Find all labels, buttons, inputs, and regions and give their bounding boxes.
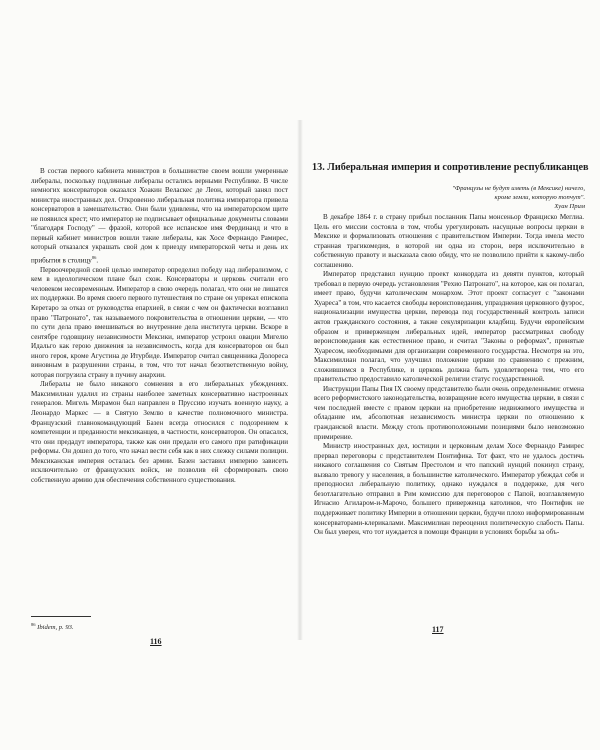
- right-page-number: 117: [432, 625, 444, 634]
- left-paragraph-2: Первоочередной своей целью император определил победу над либерализмом, с кем в идеологическом плане был схож. Консерваторы и церковь считали его человеком несовременным. Император в свою очередь полагал, что они не лишатся их поддержки. Во время своего первого путешествия по стране он упрекал епископа Керетаро за отказ от руководства епархией, в связи с чем он фактически возглавил право "Патронато", так называемого покровительства в отношении церкви, — что по сути дела право вмешиваться во внутренние дела института церкви. Вскоре в сентябре годовщину независимости Мексики, император устроил овации Мигелю Идальго как герою движения за независимость, когда для консерваторов он был иного героя, кроме Агустина де Итурбиде. Император считал священника Долореса виновным в разрушении страны, в том, что тот начал безответственную войну, которая погрузила страну в пучину анархии.: [31, 265, 288, 379]
- footnote: [31, 621, 74, 632]
- left-page: [0, 0, 298, 750]
- left-paragraph-1: В состав первого кабинета министров в большинстве своем вошли умеренные либералы, поскольку подлинные либералы остались верными Республике. В числе немногих консерваторов оказался Хоакин Веласкес де Леон, который занял пост министра иностранных дел. Откровенно либеральная политика императора привела консерваторов в замешательство. Они были удивлены, что на императорском щите не появился крест; что император не подписывает официальные документы словами "благодаря Господу" — фразой, которой все испанское имя Фердинанд и что в первый кабинет министров вошли такие либералы, как Хосе Фернандо Рамирес, который отказался украшать свой дом к приезду императорской четы и день их прибытия в столицу$^{86}$.: [31, 167, 288, 265]
- footnote-mark: 86: [31, 622, 36, 627]
- epigraph-line-2: кроме земли, которую топчут".: [494, 193, 585, 201]
- epigraph-line-1: "Французы не будут иметь (в Мексике) ничего,: [452, 185, 585, 192]
- left-page-number: 116: [150, 637, 162, 646]
- chapter-title: 13. Либеральная империя и сопротивление республиканцев: [312, 162, 589, 173]
- left-paragraph-1-text: В состав первого кабинета министров в большинстве своем вошли умеренные либералы, поскольку подлинные либералы остались верными Республике. В числе немногих консерваторов оказался Хоакин Веласкес де Леон, который занял пост министра иностранных дел. Откровенно либеральная политика императора привела консерваторов в замешательство. Они были удивлены, что на императорском щите не появился крест; что император не подписывает официальные документы словами "благодаря Господу" — фразой, которой все испанское имя Фердинанд и что в первый кабинет министров вошли такие либералы, как Хосе Фернандо Рамирес, который отказался украшать свой дом к приезду императорской четы и день их прибытия в столицу: [31, 167, 288, 265]
- footnote-reference: 86: [91, 254, 97, 260]
- right-paragraph-1: В декабре 1864 г. в страну прибыл посланник Папы монсеньор Франциско Меглиа. Цель его миссии состояла в том, чтобы урегулировать насущные вопросы церкви в Мексике и формализовать отношения с правительством Империи. Тогда имела место странная трагикомедия, в которой ни одна из сторон, веря исключительно в собственную правоту и высказала свою обиду, что не позволило прийти к какому-либо соглашению.: [314, 213, 584, 269]
- footnote-divider: [31, 616, 91, 617]
- right-paragraph-2: Император представил нунцию проект конкордата из девяти пунктов, который требовал в первую очередь установления "Рехио Патронато", на которое, как он полагал, имеет право, будучи католическим монархом. Этот проект согласует с "законами Хуареса" в том, что касается свободы вероисповедания, упразднения церковного фуэрос, национализации имущества церкви, перевода под государственный контроль записи актов гражданского состояния, а также секуляризации кладбищ. Будучи европейским образом и приверженцем либеральных идей, император рассматривал свободу вероисповедания как естественное право, и считал "Законы о реформах", принятые Хуаресом, необходимыми для организации современного государства. Несмотря на это, Максимилиан полагал, что улучшил положение церкви по сравнению с прежним, сложившимся в Республике, и церковь должна быть удовлетворена тем, что его правительство предоставило католической религии статус государственной.: [314, 270, 584, 384]
- right-paragraph-4: Министр иностранных дел, юстиции и церковным делам Хосе Фернандо Рамирес прервал переговоры с представителем Понтифика. Тот факт, что не удалось достичь никакого соглашения со Святым Престолом и что папский нунций покинул страну, вызвало тревогу у населения, в большинстве католического. Император убеждал себя и преподносил либеральную политику, однако нуждался в поддержке, для чего безотлагательно отправил в Рим комиссию для переговоров с Папой, возглавляемую Игнасио Агиларом-и-Марочо, большего приверженца католиков, что Понтифик не поддерживает политику Империи в отношении церкви, будучи плохо информированным консерваторами-клерикалами. Максимилиан переоценил политическую слабость Папы. Он был уверен, что тот нуждается в помощи Франции в условиях борьбы за объ-: [314, 442, 584, 537]
- epigraph-author: Хуан Прим: [554, 203, 585, 211]
- right-page-body: [314, 213, 584, 538]
- left-page-body: [31, 167, 288, 485]
- epigraph: [402, 185, 585, 212]
- left-paragraph-3: Либералы не было никакого сомнения в его либеральных убеждениях. Максимилиан удалил из страны наиболее заметных консервативно настроенных генералов. Мигель Мирамон был направлен в Пруссию изучать военную науку, а Леонардо Маркес — в Святую Землю в качестве полномочного министра. Французский главнокомандующий Базен всегда относился с подозрением к компетенции и преданности мексиканцев, в частности, консерваторов. Он опасался, что они предадут императора, также как они предали его самого при ратификации реформы. Он дошел до того, что начал вести себя как в них слежку силами полиции. Мексиканская империя осталась без армии. Базен заставил империю зависеть исключительно от французских войск, не позволив ей сформировать свою собственную армию для обеспечения собственного существования.: [31, 380, 288, 484]
- footnote-text: Ibidem, p. 93.: [37, 624, 74, 632]
- right-paragraph-3: Инструкции Папы Пия IX своему представителю были очень определенными: отмена всего реформистского законодательства, возвращение всего имущества церкви, в связи с чем последней вместе с правом церкви на приобретение недвижимого имущества и обладание им, абсолютная независимость министра церкви по отношению к гражданской власти. Между столь противоположными позициями было невозможно примирение.: [314, 384, 584, 441]
